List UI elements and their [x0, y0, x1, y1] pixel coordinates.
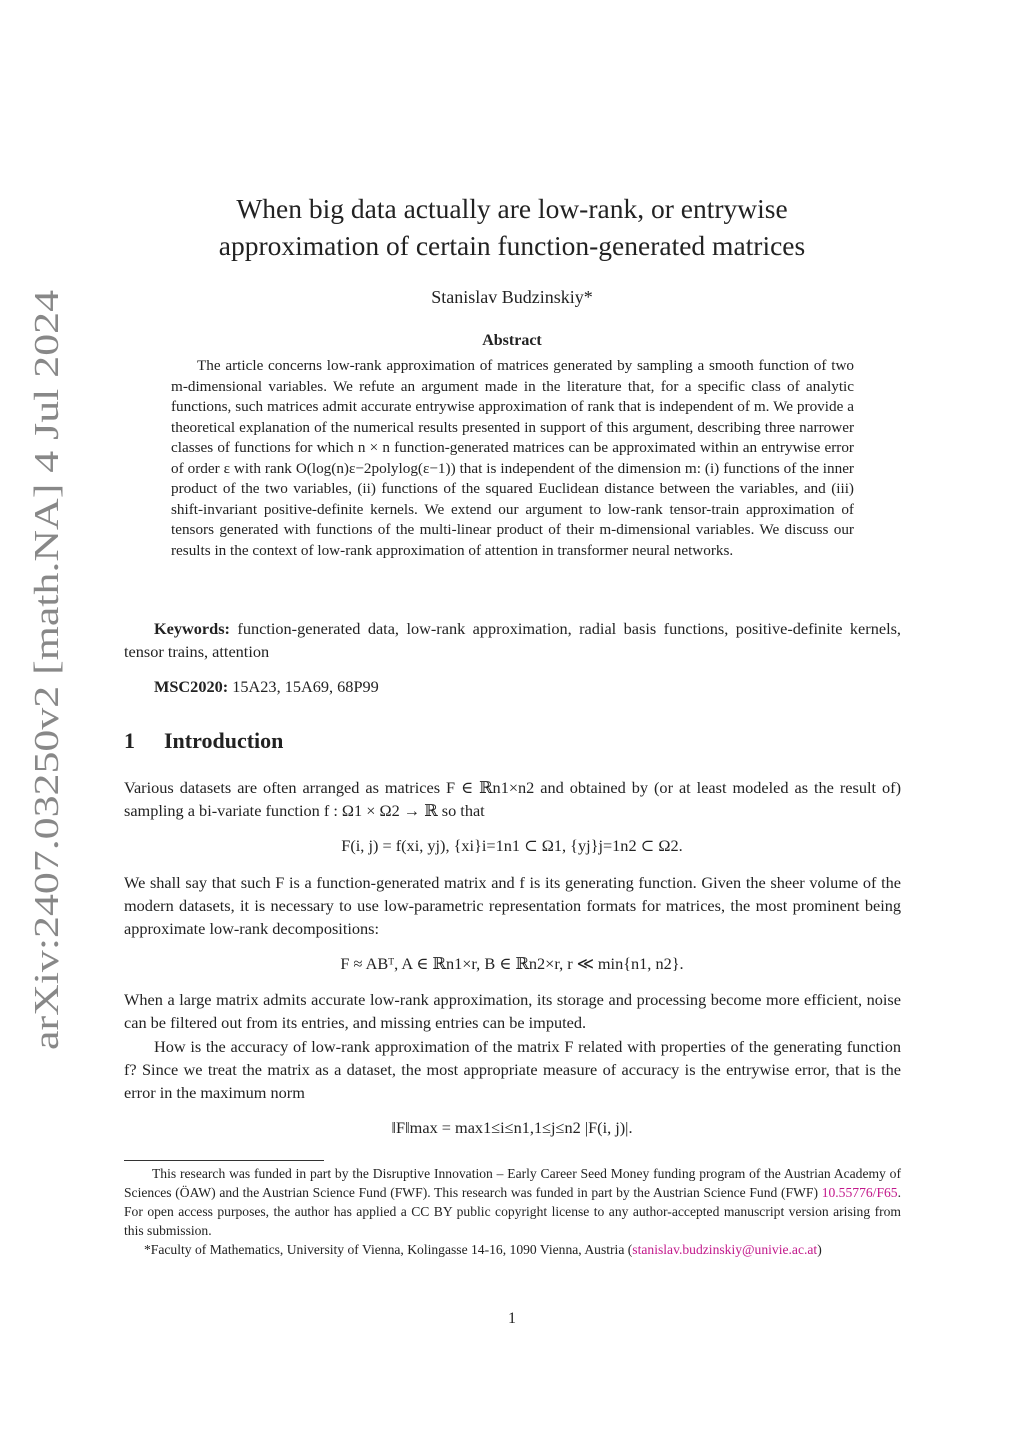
keywords-list: function-generated data, low-rank approximation, radial basis functions, positive-definite kernels, tensor trains, attention	[124, 619, 901, 661]
intro-paragraph-1: Various datasets are often arranged as matrices F ∈ ℝn1×n2 and obtained by (or at least modeled as the result of) sampling a bi-variate function f : Ω1 × Ω2 → ℝ so that	[124, 778, 901, 821]
section-title: Introduction	[164, 728, 284, 753]
footnote-funding-tail: . For open access purposes, the author has applied a CC BY public copyright license to any author-accepted manuscript version arising from this submission.	[124, 1185, 902, 1238]
email-link[interactable]: stanislav.budzinskiy@univie.ac.at	[632, 1242, 818, 1257]
author-name: Stanislav Budzinskiy*	[431, 287, 593, 307]
footnote-affiliation	[124, 1240, 901, 1259]
page-number: 1	[508, 1310, 516, 1327]
msc-label: MSC2020:	[154, 677, 229, 696]
section-number: 1	[124, 728, 135, 753]
intro-paragraph-3: When a large matrix admits accurate low-rank approximation, its storage and processing become more efficient, noise can be filtered out from its entries, and missing entries can be imputed.	[124, 990, 901, 1033]
footnote-affiliation-text: *Faculty of Mathematics, University of Vienna, Kolingasse 14-16, 1090 Vienna, Austria (	[144, 1242, 633, 1257]
keywords	[124, 617, 901, 663]
equation-2: F ≈ ABᵀ, A ∈ ℝn1×r, B ∈ ℝn2×r, r ≪ min{n1, n2}.	[340, 954, 684, 973]
paper-title	[0, 190, 1024, 264]
footnote-rule	[124, 1160, 324, 1161]
msc-list: 15A23, 15A69, 68P99	[232, 677, 379, 696]
footnote-funding-text: This research was funded in part by the Disruptive Innovation – Early Career Seed Money funding program of the Austrian Academy of Sciences (ÖAW) and the Austrian Science Fund (FWF). This research was funded in part by the Austrian Science Fund (FWF)	[124, 1166, 901, 1200]
doi-link[interactable]: 10.55776/F65	[821, 1185, 898, 1200]
arxiv-sidebar-stamp	[8, 280, 74, 1060]
msc-codes	[154, 677, 379, 697]
intro-paragraph-4: How is the accuracy of low-rank approximation of the matrix F related with properties of the generating function f? Since we treat the matrix as a dataset, the most appropriate measure of accuracy is the entrywise error, that is the error in the maximum norm	[124, 1037, 901, 1103]
footnote-funding	[124, 1164, 901, 1240]
keywords-label: Keywords:	[154, 619, 230, 638]
section-heading	[124, 728, 283, 754]
footnote-affiliation-tail: )	[817, 1242, 822, 1257]
abstract-text: The article concerns low-rank approximation of matrices generated by sampling a smooth function of two m-dimensional variables. We refute an argument made in the literature that, for a specific class of analytic functions, such matrices admit accurate entrywise approximation of rank that is independent of m. We provide a theoretical explanation of the numerical results presented in support of this argument, describing three narrower classes of functions for which n × n function-generated matrices can be approximated within an entrywise error of order ε with rank O(log(n)ε−2polylog(ε−1)) that is independent of the dimension m: (i) functions of the inner product of the two variables, (ii) functions of the squared Euclidean distance between the variables, and (iii) shift-invariant positive-definite kernels. We extend our argument to low-rank tensor-train approximation of tensors generated with functions of the multi-linear product of their m-dimensional variables. We discuss our results in the context of low-rank approximation of attention in transformer neural networks.	[171, 357, 854, 559]
equation-1: F(i, j) = f(xi, yj), {xi}i=1n1 ⊂ Ω1, {yj}j=1n2 ⊂ Ω2.	[341, 836, 683, 855]
title-line-1: When big data actually are low-rank, or entrywise	[236, 193, 788, 224]
arxiv-id: arXiv:2407.03250v2 [math.NA] 4 Jul 2024	[27, 443, 66, 1050]
intro-paragraph-2: We shall say that such F is a function-generated matrix and f is its generating function. Given the sheer volume of the modern datasets, it is necessary to use low-parametric representation formats for matrices, the most prominent being approximate low-rank decompositions:	[124, 873, 901, 939]
title-line-2: approximation of certain function-generated matrices	[218, 230, 806, 261]
abstract-heading: Abstract	[482, 332, 542, 349]
equation-3: ‖F‖max = max1≤i≤n1,1≤j≤n2 |F(i, j)|.	[391, 1118, 633, 1137]
